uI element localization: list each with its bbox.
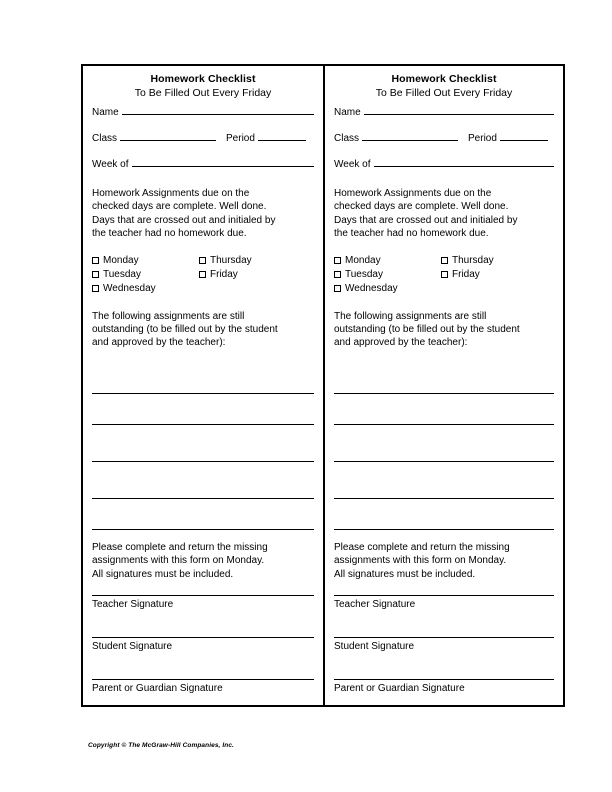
closing-line-3: All signatures must be included.: [334, 568, 476, 580]
checkbox-icon[interactable]: [441, 257, 448, 264]
write-in-line[interactable]: [334, 462, 554, 499]
outstanding-line-2: outstanding (to be filled out by the student: [92, 324, 278, 336]
closing-line-1: Please complete and return the missing: [334, 541, 510, 553]
page-title: Homework Checklist: [391, 73, 497, 85]
day-grid-empty-cell: [441, 282, 554, 296]
outstanding-line-1: The following assignments are still: [92, 310, 245, 322]
instructions-line-4: the teacher had no homework due.: [334, 228, 489, 240]
name-field-row: [92, 103, 314, 129]
student-signature-label: Student Signature: [92, 641, 173, 653]
checkbox-icon[interactable]: [334, 285, 341, 292]
closing-line-3: All signatures must be included.: [92, 568, 234, 580]
instructions-line-4: the teacher had no homework due.: [92, 228, 247, 240]
day-checkbox-thursday[interactable]: [199, 254, 314, 268]
write-in-line[interactable]: [92, 462, 314, 499]
week-of-input[interactable]: [132, 155, 315, 167]
outstanding-paragraph: [92, 310, 314, 350]
write-in-line[interactable]: [92, 499, 314, 530]
student-signature-field[interactable]: [92, 637, 314, 679]
outstanding-line-2: outstanding (to be filled out by the student: [334, 324, 520, 336]
day-checkbox-friday[interactable]: [199, 268, 314, 282]
outstanding-paragraph: [334, 310, 554, 350]
week-of-field-label: Week of: [334, 159, 371, 170]
signature-block: [334, 595, 554, 721]
write-in-line[interactable]: [334, 499, 554, 530]
day-label: Wednesday: [345, 282, 398, 294]
closing-line-1: Please complete and return the missing: [92, 541, 268, 553]
teacher-signature-field[interactable]: [334, 595, 554, 637]
homework-checklist-form-frame: [81, 64, 565, 707]
checkbox-icon[interactable]: [92, 271, 99, 278]
day-label: Wednesday: [103, 282, 156, 294]
week-of-field-label: Week of: [92, 159, 129, 170]
period-input[interactable]: [258, 129, 306, 141]
instructions-line-2: checked days are complete. Well done.: [92, 201, 267, 213]
copyright-notice: Copyright © The McGraw-Hill Companies, Inc.: [88, 742, 234, 749]
closing-line-2: assignments with this form on Monday.: [334, 555, 507, 567]
day-checkbox-thursday[interactable]: [441, 254, 554, 268]
outstanding-line-1: The following assignments are still: [334, 310, 487, 322]
checkbox-icon[interactable]: [199, 257, 206, 264]
week-of-input[interactable]: [374, 155, 555, 167]
period-field-label: Period: [468, 133, 497, 144]
write-in-line[interactable]: [334, 425, 554, 462]
period-field-label: Period: [226, 133, 255, 144]
day-checkbox-grid: [92, 254, 314, 296]
class-period-field-row: [334, 129, 554, 155]
name-field-label: Name: [334, 107, 361, 118]
name-input[interactable]: [122, 103, 314, 115]
checkbox-icon[interactable]: [199, 271, 206, 278]
checkbox-icon[interactable]: [334, 257, 341, 264]
class-input[interactable]: [120, 129, 216, 141]
name-input[interactable]: [364, 103, 554, 115]
day-label: Thursday: [452, 254, 494, 266]
instructions-paragraph: [92, 187, 314, 241]
parent-signature-label: Parent or Guardian Signature: [92, 683, 223, 695]
day-checkbox-wednesday[interactable]: [92, 282, 199, 296]
closing-paragraph: [334, 541, 554, 581]
assignment-write-in-area: [334, 363, 554, 530]
day-checkbox-wednesday[interactable]: [334, 282, 441, 296]
parent-signature-field[interactable]: [334, 679, 554, 721]
day-label: Friday: [452, 268, 480, 280]
page-subtitle: To Be Filled Out Every Friday: [375, 87, 513, 99]
checkbox-icon[interactable]: [92, 257, 99, 264]
instructions-paragraph: [334, 187, 554, 241]
signature-block: [92, 595, 314, 721]
student-signature-label: Student Signature: [334, 641, 415, 653]
closing-line-2: assignments with this form on Monday.: [92, 555, 265, 567]
class-input[interactable]: [362, 129, 458, 141]
week-of-field-row: [334, 155, 554, 181]
day-label: Friday: [210, 268, 238, 280]
day-checkbox-tuesday[interactable]: [334, 268, 441, 282]
day-checkbox-friday[interactable]: [441, 268, 554, 282]
day-label: Monday: [345, 254, 381, 266]
assignment-write-in-area: [92, 363, 314, 530]
checkbox-icon[interactable]: [92, 285, 99, 292]
parent-signature-label: Parent or Guardian Signature: [334, 683, 465, 695]
page-title: Homework Checklist: [150, 73, 256, 85]
day-checkbox-tuesday[interactable]: [92, 268, 199, 282]
class-period-field-row: [92, 129, 314, 155]
checklist-column-right: [323, 66, 563, 705]
closing-paragraph: [92, 541, 314, 581]
write-in-line[interactable]: [92, 394, 314, 425]
write-in-line[interactable]: [334, 394, 554, 425]
page-subtitle: To Be Filled Out Every Friday: [134, 87, 272, 99]
instructions-line-1: Homework Assignments due on the: [92, 188, 250, 199]
checklist-column-left: [83, 66, 323, 705]
day-label: Tuesday: [103, 268, 141, 280]
teacher-signature-field[interactable]: [92, 595, 314, 637]
day-checkbox-monday[interactable]: [92, 254, 199, 268]
checkbox-icon[interactable]: [334, 271, 341, 278]
checkbox-icon[interactable]: [441, 271, 448, 278]
teacher-signature-label: Teacher Signature: [92, 599, 174, 611]
instructions-line-3: Days that are crossed out and initialed by: [92, 214, 276, 226]
class-field-label: Class: [92, 133, 118, 144]
name-field-label: Name: [92, 107, 119, 118]
period-input[interactable]: [500, 129, 548, 141]
week-of-field-row: [92, 155, 314, 181]
instructions-line-2: checked days are complete. Well done.: [334, 201, 509, 213]
instructions-line-1: Homework Assignments due on the: [334, 188, 492, 199]
outstanding-line-3: and approved by the teacher):: [92, 337, 226, 349]
write-in-line[interactable]: [92, 363, 314, 394]
teacher-signature-label: Teacher Signature: [334, 599, 416, 611]
name-field-row: [334, 103, 554, 129]
day-label: Monday: [103, 254, 139, 266]
day-checkbox-grid: [334, 254, 554, 296]
class-field-label: Class: [334, 133, 360, 144]
write-in-line[interactable]: [92, 425, 314, 462]
write-in-line[interactable]: [334, 363, 554, 394]
outstanding-line-3: and approved by the teacher):: [334, 337, 468, 349]
day-label: Tuesday: [345, 268, 383, 280]
day-grid-empty-cell: [199, 282, 314, 296]
day-checkbox-monday[interactable]: [334, 254, 441, 268]
instructions-line-3: Days that are crossed out and initialed by: [334, 214, 518, 226]
student-signature-field[interactable]: [334, 637, 554, 679]
day-label: Thursday: [210, 254, 252, 266]
parent-signature-field[interactable]: [92, 679, 314, 721]
